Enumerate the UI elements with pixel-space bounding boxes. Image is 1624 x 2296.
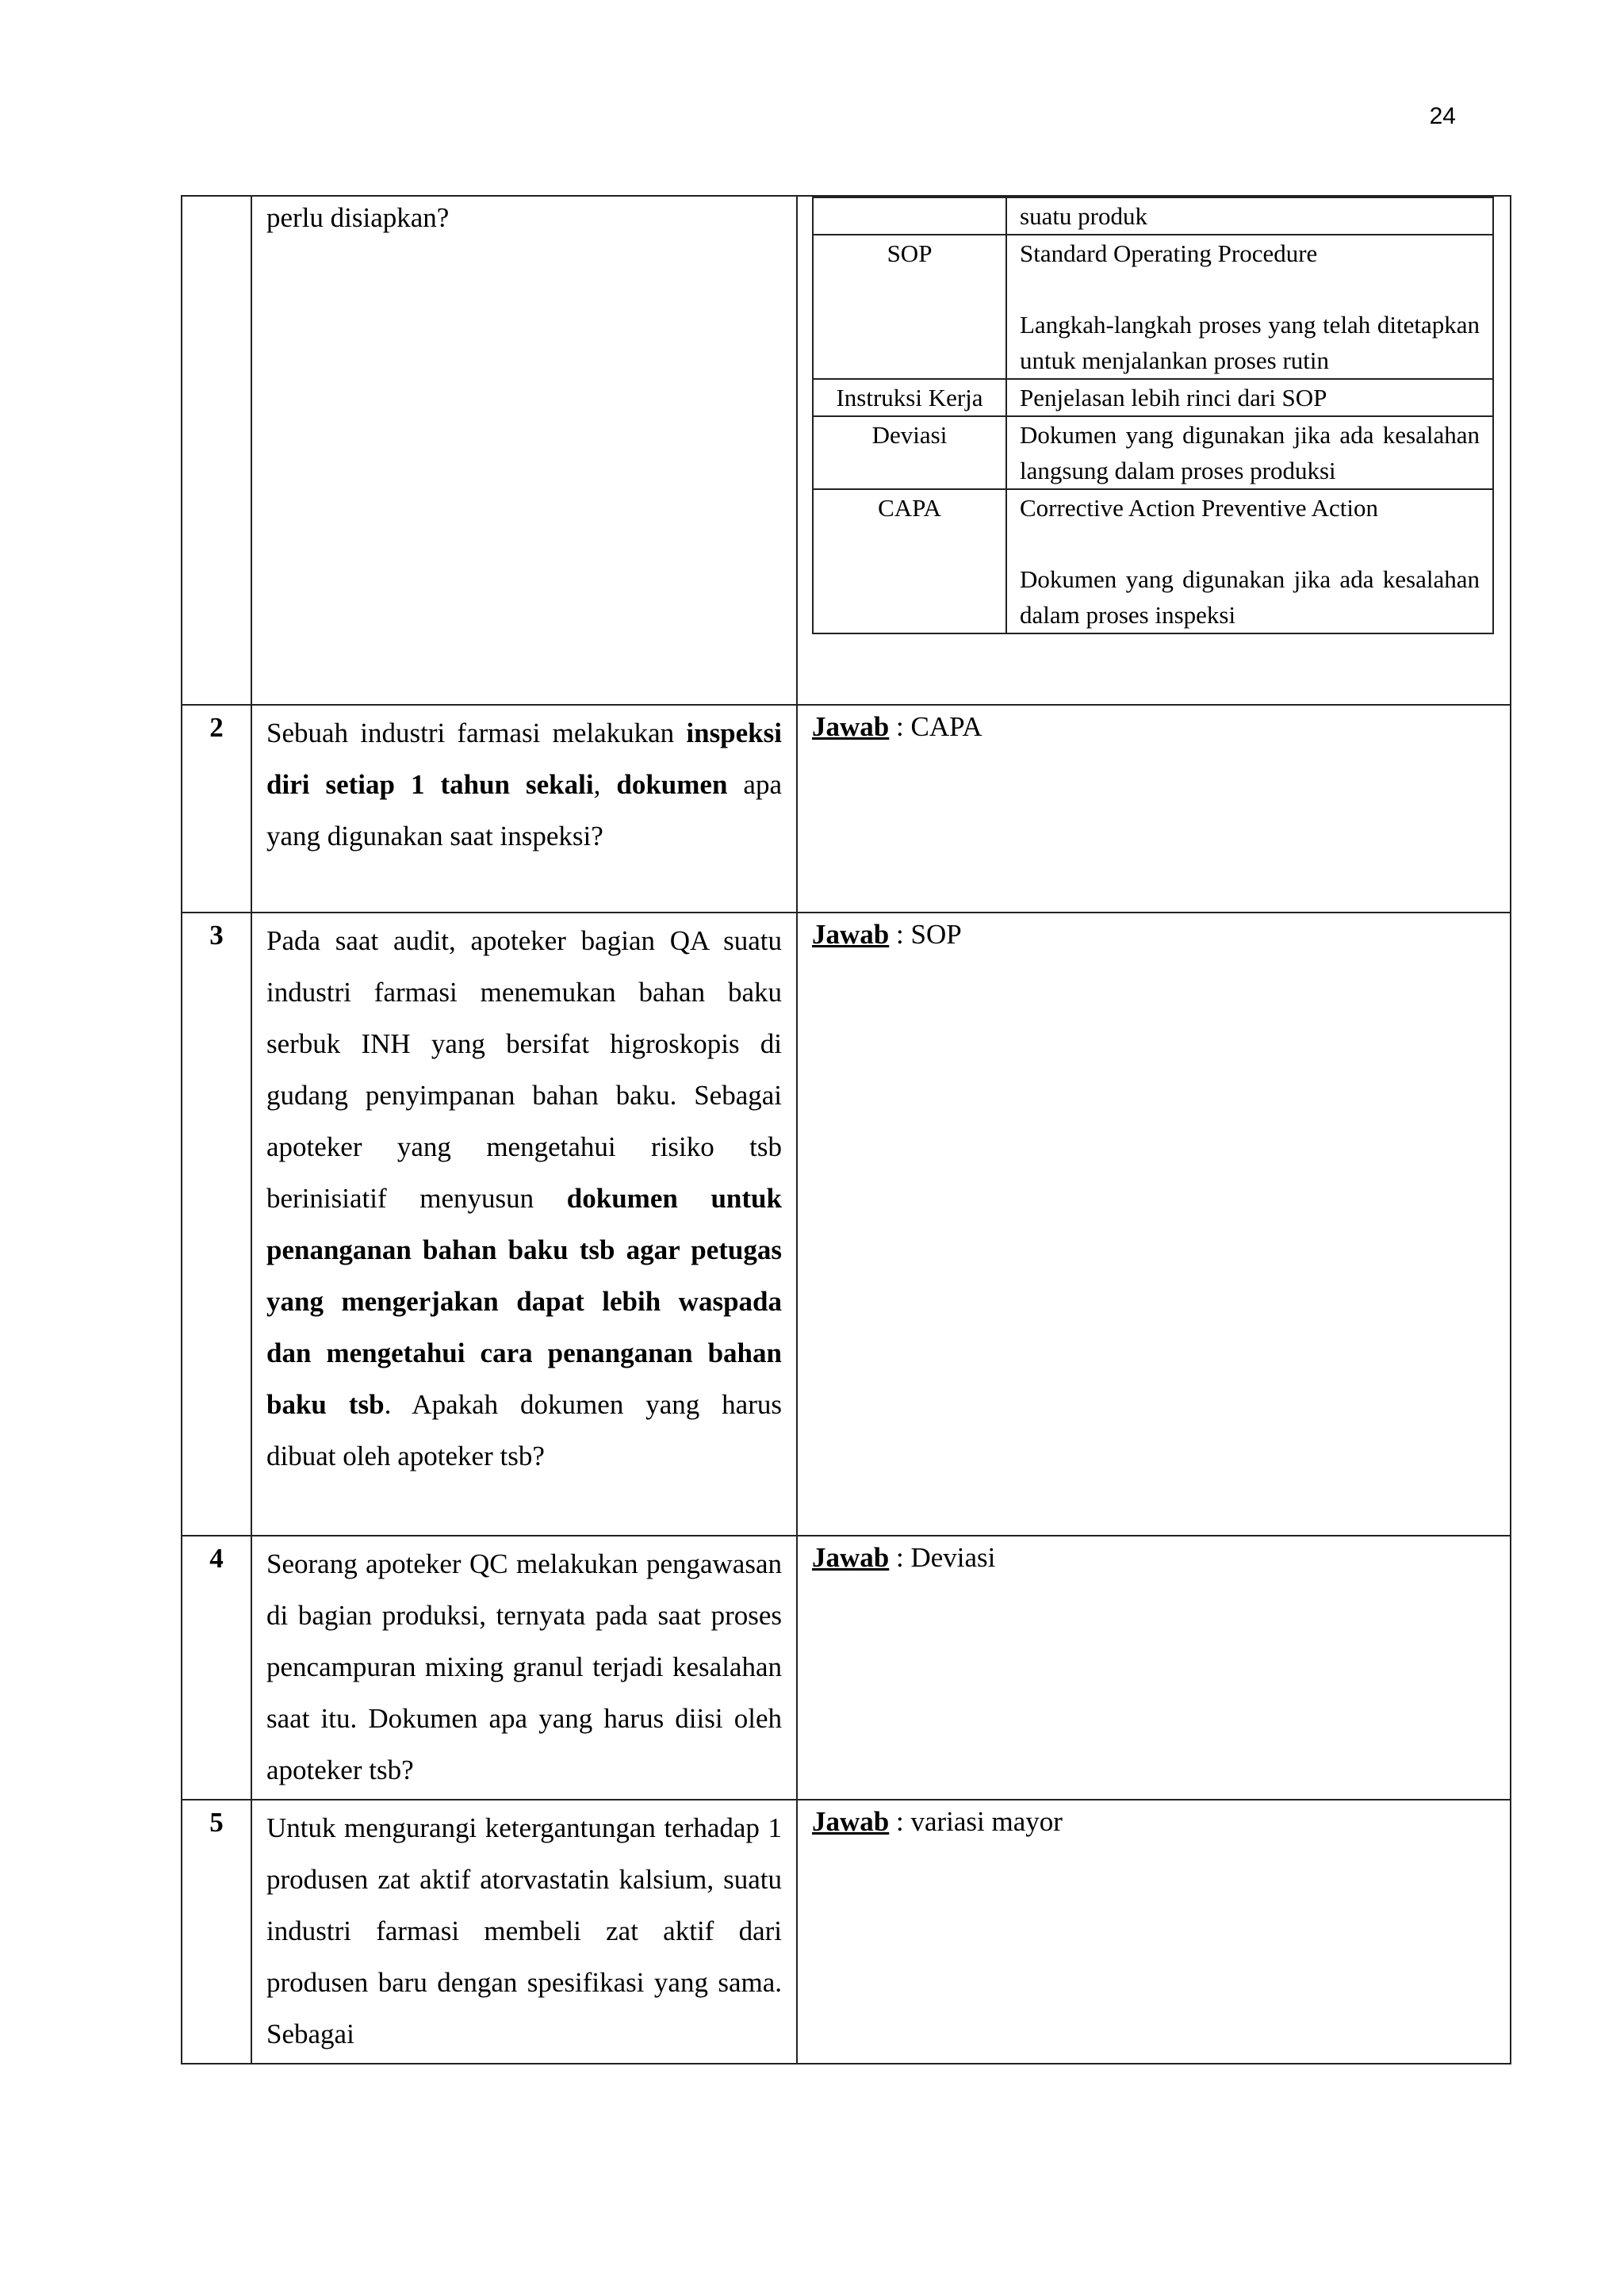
description-cell <box>1006 379 1493 416</box>
table-row <box>182 1800 1511 2064</box>
continued-text: suatu produk <box>1006 197 1493 235</box>
page-number: 24 <box>1429 103 1456 129</box>
description-line: Dokumen yang digunakan jika ada kesalahan dalam proses inspeksi <box>1020 565 1480 629</box>
term-cell: SOP <box>813 235 1006 379</box>
description-line: Standard Operating Procedure <box>1020 239 1318 267</box>
answer-cell <box>797 196 1511 705</box>
answer-text: Jawab : SOP <box>797 913 1511 1536</box>
number-cell-empty <box>182 196 251 705</box>
table-row <box>182 705 1511 913</box>
answer-label: Jawab <box>812 919 890 950</box>
question-text: Seorang apoteker QC melakukan pengawasan di bagian produksi, ternyata pada saat proses pencampuran mixing granul terjadi kesalahan saat itu. Dokumen apa yang harus diisi oleh apoteker tsb? <box>251 1536 797 1800</box>
question-text: Untuk mengurangi ketergantungan terhadap 1 produsen zat aktif atorvastatin kalsium, suatu industri farmasi membeli zat aktif dari produsen baru dengan spesifikasi yang sama. Sebagai <box>251 1800 797 2064</box>
question-text: Pada saat audit, apoteker bagian QA suatu industri farmasi menemukan bahan baku serbuk INH yang bersifat higroskopis di gudang penyimpanan bahan baku. Sebagai apoteker yang mengetahui risiko tsb berinisiatif menyusun dokumen untuk penanganan bahan baku tsb agar petugas yang mengerjakan dapat lebih waspada dan mengetahui cara penanganan bahan baku tsb. Apakah dokumen yang harus dibuat oleh apoteker tsb? <box>251 913 797 1536</box>
answer-label: Jawab <box>812 711 890 742</box>
question-number: 2 <box>182 705 251 913</box>
qa-table <box>181 195 1511 2064</box>
term-cell: Deviasi <box>813 416 1006 489</box>
inner-table-row <box>813 197 1493 235</box>
inner-table-row <box>813 416 1493 489</box>
document-types-table <box>812 197 1494 634</box>
table-row <box>182 1536 1511 1800</box>
inner-table-row <box>813 489 1493 633</box>
term-cell: Instruksi Kerja <box>813 379 1006 416</box>
answer-text: Jawab : CAPA <box>797 705 1511 913</box>
description-cell <box>1006 416 1493 489</box>
description-line: Corrective Action Preventive Action <box>1020 494 1378 522</box>
answer-text: Jawab : variasi mayor <box>797 1800 1511 2064</box>
question-number: 5 <box>182 1800 251 2064</box>
description-cell <box>1006 489 1493 633</box>
term-cell: CAPA <box>813 489 1006 633</box>
answer-text: Jawab : Deviasi <box>797 1536 1511 1800</box>
description-line: Langkah-langkah proses yang telah ditetapkan untuk menjalankan proses rutin <box>1020 311 1480 374</box>
inner-table-row <box>813 235 1493 379</box>
question-number: 4 <box>182 1536 251 1800</box>
table-row <box>182 913 1511 1536</box>
table-row-continued <box>182 196 1511 705</box>
description-cell <box>1006 235 1493 379</box>
answer-label: Jawab <box>812 1806 890 1837</box>
answer-label: Jawab <box>812 1542 890 1573</box>
question-tail-text: perlu disiapkan? <box>266 202 450 233</box>
inner-table-row <box>813 379 1493 416</box>
question-text: Sebuah industri farmasi melakukan inspeksi diri setiap 1 tahun sekali, dokumen apa yang digunakan saat inspeksi? <box>251 705 797 913</box>
description-line: Penjelasan lebih rinci dari SOP <box>1020 384 1327 411</box>
description-line: Dokumen yang digunakan jika ada kesalahan langsung dalam proses produksi <box>1020 421 1480 484</box>
question-cell <box>251 196 797 705</box>
question-number: 3 <box>182 913 251 1536</box>
